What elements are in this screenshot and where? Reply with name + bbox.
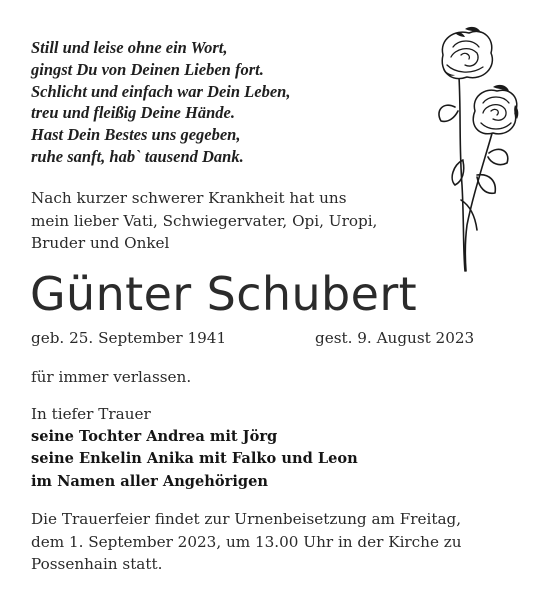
passed-away-text: für immer verlassen. [31, 368, 192, 386]
birth-date: geb. 25. September 1941 [31, 329, 227, 347]
deceased-name: Günter Schubert [30, 267, 418, 321]
poem-line: Hast Dein Bestes uns gegeben, [31, 125, 241, 145]
rose-icon [425, 25, 525, 275]
mourning-intro: In tiefer Trauer [31, 405, 151, 423]
mourner-line: seine Enkelin Anika mit Falko und Leon [31, 450, 358, 467]
poem-line: Schlicht und einfach war Dein Leben, [31, 81, 291, 101]
mourner-line: seine Tochter Andrea mit Jörg [31, 427, 278, 445]
ceremony-line: Possenhain statt. [31, 555, 163, 573]
poem-line: gingst Du von Deinen Lieben fort. [31, 59, 264, 79]
death-date: gest. 9. August 2023 [315, 329, 475, 347]
intro-line: mein lieber Vati, Schwiegervater, Opi, Uropi, [31, 211, 378, 230]
intro-text [31, 187, 377, 255]
ceremony-line: Die Trauerfeier findet zur Urnenbeisetzung am Freitag, [31, 510, 462, 528]
ceremony-info [31, 508, 462, 576]
mourner-line: im Namen aller Angehörigen [31, 472, 268, 490]
intro-line: Bruder und Onkel [31, 234, 170, 252]
poem-line: Still und leise ohne ein Wort, [31, 38, 228, 57]
mourners-block [31, 403, 358, 493]
poem [31, 37, 290, 168]
intro-line: Nach kurzer schwerer Krankheit hat uns [31, 189, 347, 207]
poem-line: ruhe sanft, hab` tausend Dank. [31, 146, 244, 166]
ceremony-line: dem 1. September 2023, um 13.00 Uhr in der Kirche zu [31, 532, 462, 551]
poem-line: treu und fleißig Deine Hände. [31, 103, 235, 123]
